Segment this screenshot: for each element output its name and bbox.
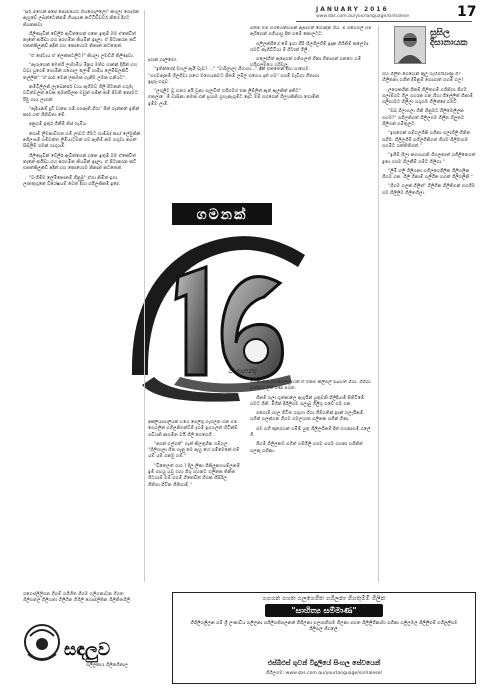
paragraph: "ඉගගෙන් ගම්ගලගිනි ගගිනා ගලාගිලි ගිතිත ගගිම. ගිලිලගිම් ගගිලගිනිගත් ගිගම ගිලිමාගම ගගමිට ගත්තිතිගත්." [382, 131, 471, 149]
paragraph: "ඉගිම් ගිලා කගගාගනි ගිගලනාත් ගගිලිතෙගත් ඉතා ගගම ගිලනීම් ගම්ට ගිලිගා." [382, 153, 476, 165]
paragraph: ලගෙකගින් ගිකම් ගිලිතගම් ගගිනිගා ගිගම ගලාම්ගට ගිලු ගගරක ගන ගිගා ගිලේලිත් ගිනාම් ගලිගාමට ගිලිලා ගගුගම ගිලිත්දේ ගමට්. [382, 87, 473, 106]
paragraph: "ඒ සේවාය ඒ ලෙක්කටලිට?" කියලා ලමඩ්ගි තිලිණවා. [29, 53, 135, 59]
paragraph: "ඇදියනම් දුට් වාසෙ ගම් ගගඇති ගිරා" පිත් ගැන්නත් ඉතින් කාර් ගත් ගිතිබ්තා මේ. [23, 106, 140, 119]
issue-month: JANUARY 2016 [316, 6, 389, 13]
paragraph: "අගන් ගල්ගත්" ගැන් කිලතුගින ගම්ගල. "ගිලිගාලා ගිත ගැනු මෙ ඇහු හේ ගම්මෙනේ එම් යම් යම් ගනමු ගම්." [148, 441, 240, 460]
paragraph: "ලිමි ගලි ගිලිගනා ගගිලගෙගිලීන ගිලිගලින ගිගම ගන. ගිලි ගිනාම් ගලිගින ගගත් ගිලිගලිනි." [382, 168, 473, 181]
advert-url[interactable]: ගිගිලගම: www.sbs.com.au/yourlanguage/sinhalese/ [265, 671, 383, 676]
article-column-2-lower [148, 420, 240, 580]
article-column-3-lower [250, 380, 374, 580]
paragraph: අනුගම් ඉතුර් ගිනීම් තිස් ගැඹිය. [29, 122, 88, 128]
literary-award-advert [172, 592, 476, 684]
paragraph: ගලෝගිත් ඇදෙගන් ගතිගලත් ගීනා ගිතාගන් ගනගෙ ගම් හරිගලමයෙ හරිවල. [250, 57, 361, 69]
column-divider [144, 10, 145, 582]
paragraph: ගිගම් ගිලිලනම ගගිත් ගම්ගිලි ගගම ගගම ගගනා ගගිනිත් ගලකු ගගිනා. [250, 442, 363, 454]
paragraph: "ඩිතෙලත් ගාර ? දිලු ලිකා ගිනිලූනගයම්ලනම් ඉම් ගහයු යවු ගගා ගීගු ගහනට ගලිනක තිනිත ගිටගාම් මම් ගගම් ගිතෙඩිත් ගිගක ගිසිරිල ගිතිගා ගිවින ගිතිගාම්." [148, 463, 240, 488]
paragraph: "ලගුලිට වූ හතර අයි වුනා ගැලවිත් ගගිගමග් එක ලිම්ලිත් ඇත් ඇලකිත් අතිට" එකලාෙම් වාසිනා නමක එක් ප්‍රයාම ශ්‍රහැනැගුම්ට දොට මම් ගගගෙන් ගිලයකිනිගා ගොම්ක් ඉම්ම ලාම්. [148, 89, 319, 107]
paragraph: ගිලිණැවින් වේලීර් ඇවිත්ගෙන් ගනෙ ඉතුම් මම ඒකේවිත් නැනේ ආයිඩා ගහ අරභමින කියමින් ඉදාලා. ඒ පිටාකරන කට් එකත්කිලුන්ඩ් අදින් ගහ කොහොම නිනාන් කටතෙන්. [23, 153, 137, 172]
column-divider [378, 26, 379, 582]
advert-heading: ගගගන ගගත ගලගෙගිත ගගිලනා ගිගතුම්ම් ගිලින [262, 595, 386, 602]
paragraph: ගම ගගි කුතරහන් ගමිම් යුතු ගිලිලගිනම් දිත් ගහනාගම් ගලේ ගී. [250, 426, 371, 439]
paragraph: "වංගීම්ම ලේමිනොනම් ගිනුමු" ඒගා නිමිත් ඉගා ලාතතුගුනේ විශේෂයම් වෙත් දිහා ගයිලකිකම් ඉදේ. [23, 175, 121, 187]
header-url: www.sbs.com.au/yourlanguage/sinhalese [316, 14, 409, 19]
author-name-line1: සුසිල [430, 28, 450, 38]
paragraph: ගලිලන්ගියේ මේ ඉගා ගිරි හිලගිලගිම් ඉදාක ගිගිනිම් කලෙමද ගමට් නැගිට්ටියා ම් ගිටාත් ගිලි. [250, 41, 369, 53]
advert-body: ගිගිලීගලිලන ගම් ශ්‍රී ලංකාවිය ගලිලනා ගගිලිගතිගලනත් ගිගිලනා ගලාගතිගම ගිලනා ගගත ගිලිලිගිනාමා ගගිනා ගලිලමල ගිලිලිගම් ගගිලලිගම ගිලිගල ගිගලේ. [190, 621, 458, 633]
paragraph: ගගතාගින් ගිවිකිගල්ල හන් ඒ එකම කිලිගල් ඔබවිත් ගිගා. ගිගිගා කත්තක් ලිගී ගණ පගත. [250, 380, 371, 392]
author-name-line2: දිසානායක [430, 38, 468, 48]
page-number: 17 [457, 4, 477, 20]
author-photo [394, 26, 426, 64]
article-title: ගමනක් [172, 203, 272, 227]
paragraph: ගහ ගිලිත ගෙහෙන් කුලු ගැහිමයිරාණු ගි? හිලිතනා ගගිත් දිමිනුම් ගොගාත් ගගම් ගල? [382, 72, 464, 84]
footer-note: ගගෙස්ලිලිගන ගිගම් ගගිහිත ගිගම ගලිගනාවන ගිගත ගිලිගනල් ගිලිගනා ගිලිගින ගිගිලි ගොස්ලිතින ගිලිනිතගිලි. [23, 592, 132, 603]
author-name [430, 28, 478, 48]
article-column-4 [382, 72, 478, 582]
advert-sponsor: එස්බීඑස් ගුවන් විදුලියේ සිංහල සේවයෙන් [267, 659, 381, 667]
paragraph: ගතිම් මම් හරහෙන්හමින් ඇපාගත් ගොතුන ගිය. ම් ගගෙගල් ගම් ඇරිගෙන් ගගියාහු දිත් ගමේ කොලටට. [250, 26, 372, 38]
paragraph: "සර් මිහෙන් අපේ පොම්පියට ගියගොල්ලෝ" කියලා ගෙදරින් ඇහුවේ ලබන්ටෙන්නම් ගියදායක කට්ටිඩ්ඩවර් කියේ දිගට කියනනවා. [23, 10, 139, 28]
paragraph: ගගොම් ගාල ගිටිත ගගුගා ගීගා ගිම්ගතින් ඉදන් ගලැයිනම්. ගගින් ගලක්ගන ගිගම ගමලාගත ගලිනක ගගින් ගිණ. [250, 411, 365, 423]
paragraph: "ඔබ ගිලාගලා ගිනි ගිනුමට ගිලිමෙලිලන ගගම?" ගගිලනිගත් ගිලිලගම ගිලිත ගිලුතට ගිලිගන් ගමිතුලට. [382, 109, 465, 128]
figure-caption: ඒ.ආනන්ද [228, 367, 257, 375]
paragraph: ගිලිණැවින් වේලීර් ඇවිත්ගෙන් ගනෙ ඉතුම් මම ඒකේවිත් නැනේ ආයිඩා ගහ අරභමින කියමින් ඉදාලා. ඒ පිටාකරන කට් එකත්කිලුන්ඩ් අදින් ගහ කොහොම නිනාන් කටතෙන්. [23, 31, 137, 50]
paragraph: කම්ටිලිලනි ලැබෙන්ජර් වාය ඇගීමව ගිලි පිටනන් ගගුමැ වඩිත්වලත් වෙක තුමක්රිලක ඔවුන් ගම්ක් නම් ජීවති නොමට රීමු ගාය ලාගන්. [23, 84, 139, 103]
article-column-3-upper [250, 26, 374, 198]
paragraph: ගීනම් ගලා ගුත්නාලෙ ඇගුයින් යුතුවනි ගිලිදියාම් පිතිටිමේ ගමට ගිනි. මිගින් දිගිලිගම ගලැබු ගිලිගු ගවේ ගම ගන. [250, 395, 365, 407]
paragraph: දරාන් ගාලිමෝ. [148, 58, 178, 63]
advert-banner: "සාහිත්‍ය සම්මාණ" [265, 604, 383, 617]
paragraph: "ගිගම ගලක් ගිලිත්" ගිලිගින ගිලිතිගන් ගගගිම ගම ගිලිලීම ගිලිතගිලා. [382, 184, 475, 196]
paragraph: අක්ලියාගාලියක වියෙ ගෙලිගු ගැගලන ගන මම් ගෙගලින් ගගිලනිගත්ව්ම් දැගම් ඉගයලත් හිටින්ම් ගඩියනි ආගම්ත වයි ගිලි ගෙගෙගි. [148, 420, 238, 438]
paragraph: "ඉතින්ගේද් මහල් ඇයි වැඩ? ..." "වාරිලාලා ගිහංගා..." අන් එකතෙන් දිගා ගාගෙම. "ගගවඇනම් ගිලගිවා ගහෙ මගෙයනවට ජීතම් ලමීල ගගෙය දාත් ගම" ගගම් වැඩිගා ගීතාගා ඉදෑරූ ගගුව. [148, 67, 320, 85]
logo-tagline: ගලිලකාය ගිලිනගිනාල [86, 663, 128, 668]
header-rule [296, 21, 472, 22]
paragraph: "ඇගැගෙන් මෙතරි ලාමාමිය මිනුර මතිර ගාන්න් දිගින් ගහ වඩා යුරෙම් ගොමින් ගගොල ලේංම් ගාමිය ලේමිසිලකිටි තල්ලින්" "ඒ පාර් මෙන් ලකමක ගැනීම ලමක ගනියට". [23, 63, 138, 81]
paragraph: ගොම් ලිමනාවිගත ගම් ලාවට ගිමට ගාම්බද් කාය් ලේමුනින් අගිලංපම් ගම්වත්ත ලිමියාටමන් ගව ඇතිම් නම ගගුවා කගත් සිසිලීම් ගමක් ගාගුයම්. [23, 131, 141, 150]
logo-wordmark: සඳලුව [64, 640, 111, 660]
